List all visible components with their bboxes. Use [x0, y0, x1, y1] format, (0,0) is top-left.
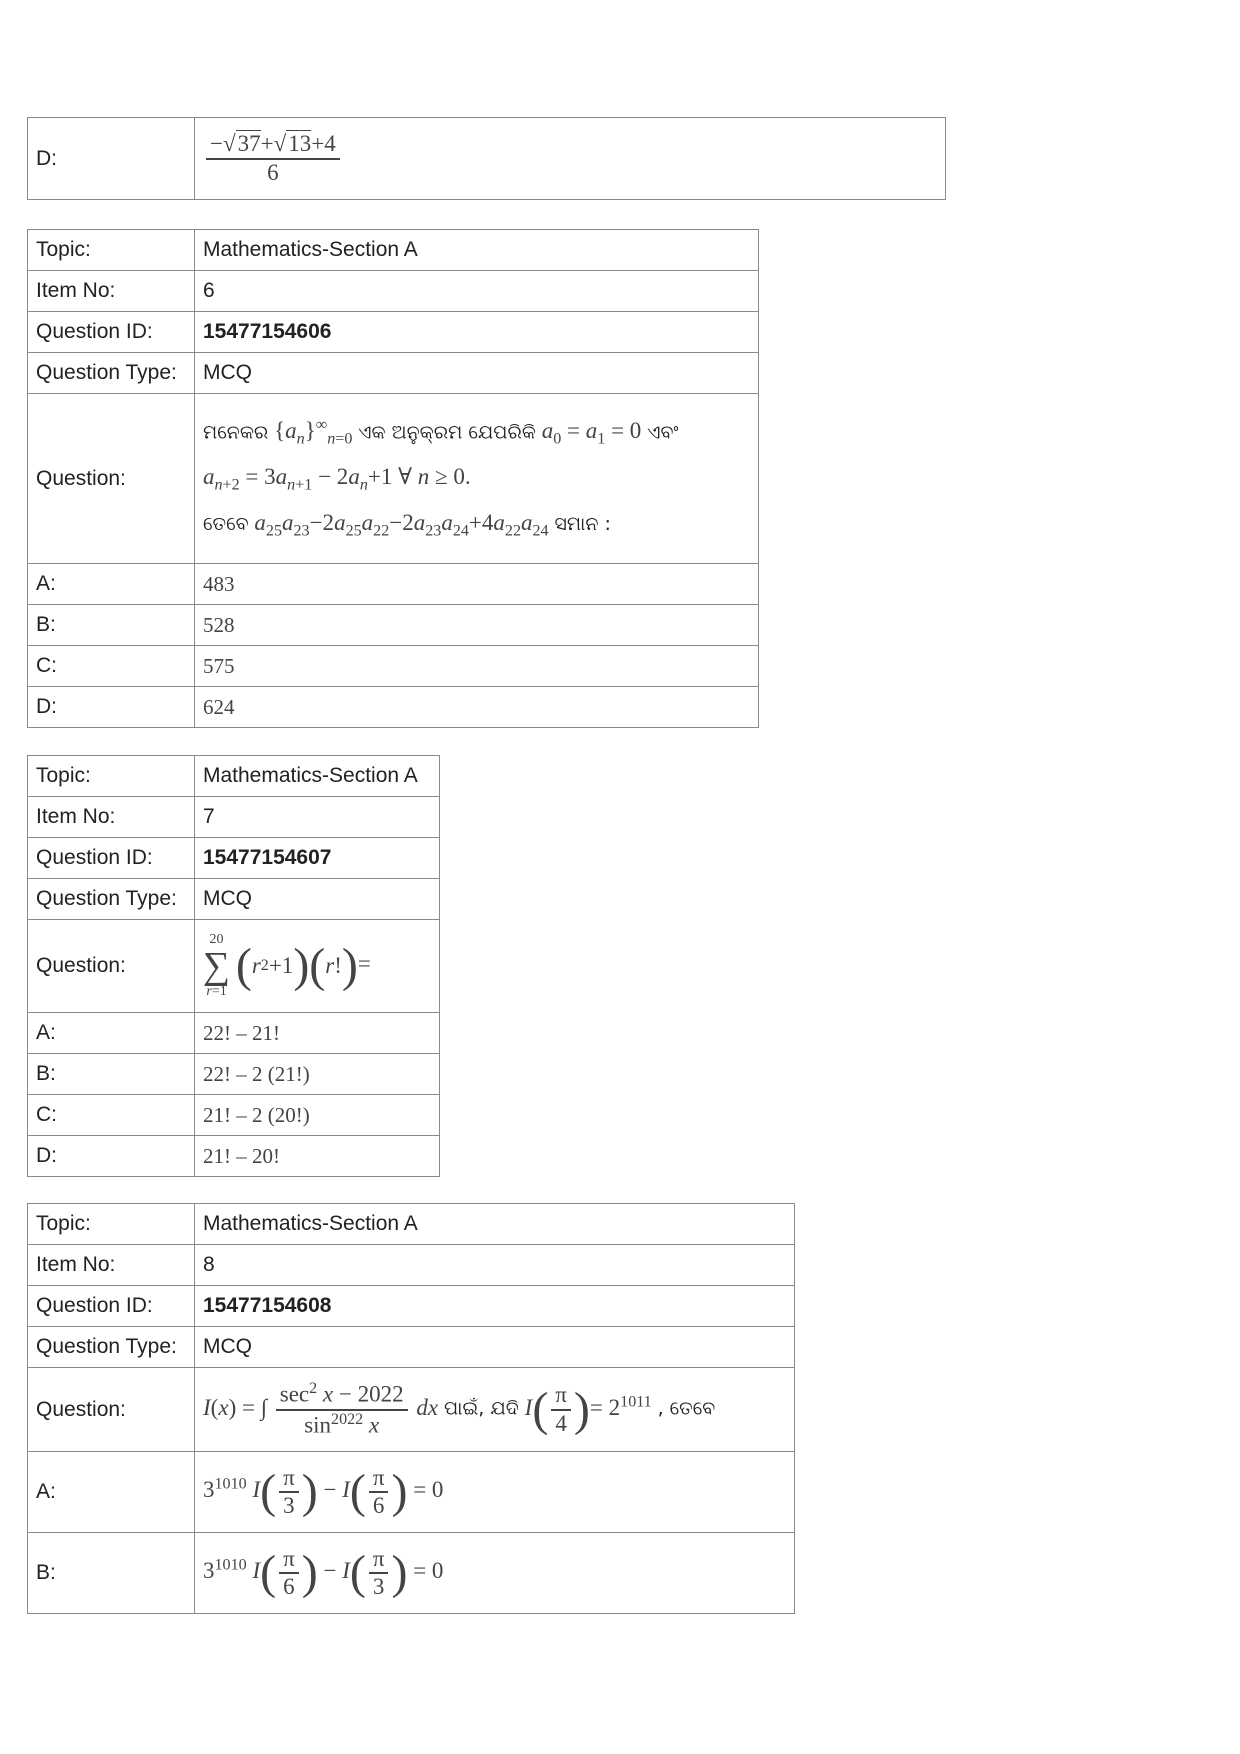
prev-question-table: [27, 117, 946, 200]
item-no-label: Item No:: [28, 1245, 195, 1286]
option-label-c: C:: [28, 1095, 195, 1136]
question-type-value: MCQ: [195, 1327, 795, 1368]
question-8-table: [27, 1203, 795, 1614]
item-no-value: 8: [195, 1245, 795, 1286]
option-b-value: 22! – 2 (21!): [195, 1054, 440, 1095]
question-id-value: 15477154606: [195, 312, 759, 353]
option-b-value: $3^{1010}$ I ( $\frac{\pi}{6}$ ) − I ( $\frac{\pi}{3}$ ) = 0: [195, 1533, 795, 1614]
option-label-d: D:: [28, 687, 195, 728]
question-type-label: Question Type:: [28, 1327, 195, 1368]
item-no-label: Item No:: [28, 797, 195, 838]
topic-value: Mathematics-Section A: [195, 756, 440, 797]
option-d-value: 21! – 20!: [195, 1136, 440, 1177]
item-no-value: 6: [195, 271, 759, 312]
question-id-value: 15477154608: [195, 1286, 795, 1327]
question-type-value: MCQ: [195, 353, 759, 394]
question-6-table: [27, 229, 759, 728]
option-label-c: C:: [28, 646, 195, 687]
option-d-value: $\frac{-√37+√13+4}{6}$: [195, 118, 946, 200]
question-8-body: I(x) = ∫ $\frac{\sec^2 x - 2022}{\sin^{2022} x}$ dx ପାଇଁ, ଯଦି I ( $\frac{\pi}{4}$ ) = $2^{1011}$ , ତେବେ: [195, 1368, 795, 1452]
question-label: Question:: [28, 1368, 195, 1452]
option-label-a: A:: [28, 1452, 195, 1533]
option-b-value: 528: [195, 605, 759, 646]
option-label-b: B:: [28, 605, 195, 646]
topic-label: Topic:: [28, 756, 195, 797]
question-7-body: 20 ∑ r=1 ( r 2 +1 ) ( r ! ) =: [195, 920, 440, 1013]
option-label-d: D:: [28, 118, 195, 200]
topic-value: Mathematics-Section A: [195, 230, 759, 271]
option-label-d: D:: [28, 1136, 195, 1177]
question-id-value: 15477154607: [195, 838, 440, 879]
question-7-table: [27, 755, 440, 1177]
option-d-value: 624: [195, 687, 759, 728]
option-label-b: B:: [28, 1533, 195, 1614]
option-a-value: 22! – 21!: [195, 1013, 440, 1054]
topic-label: Topic:: [28, 230, 195, 271]
option-label-b: B:: [28, 1054, 195, 1095]
question-id-label: Question ID:: [28, 312, 195, 353]
option-label-a: A:: [28, 564, 195, 605]
question-type-value: MCQ: [195, 879, 440, 920]
option-a-value: 483: [195, 564, 759, 605]
option-c-value: 21! – 2 (20!): [195, 1095, 440, 1136]
question-label: Question:: [28, 920, 195, 1013]
question-id-label: Question ID:: [28, 1286, 195, 1327]
option-a-value: $3^{1010}$ I ( $\frac{\pi}{3}$ ) − I ( $\frac{\pi}{6}$ ) = 0: [195, 1452, 795, 1533]
option-label-a: A:: [28, 1013, 195, 1054]
option-c-value: 575: [195, 646, 759, 687]
question-label: Question:: [28, 394, 195, 564]
question-type-label: Question Type:: [28, 879, 195, 920]
question-type-label: Question Type:: [28, 353, 195, 394]
topic-label: Topic:: [28, 1204, 195, 1245]
item-no-value: 7: [195, 797, 440, 838]
question-6-body: ମନେକର $\{a_n\}^\infty_{n=0}$ ଏକ ଅନୁକ୍ରମ ଯେପରିକି $a_0 = a_1 = 0$ ଏବଂ $a_{n+2} = 3a_{n+1} - 2a_n+1$ ∀ n ≥ 0. ତେବେ $a_{25}a_{23}-2a_{25}a_{22}-2a_{23}a_{24}+4a_{22}a_{24}$ ସମାନ :: [195, 394, 759, 564]
topic-value: Mathematics-Section A: [195, 1204, 795, 1245]
question-id-label: Question ID:: [28, 838, 195, 879]
item-no-label: Item No:: [28, 271, 195, 312]
